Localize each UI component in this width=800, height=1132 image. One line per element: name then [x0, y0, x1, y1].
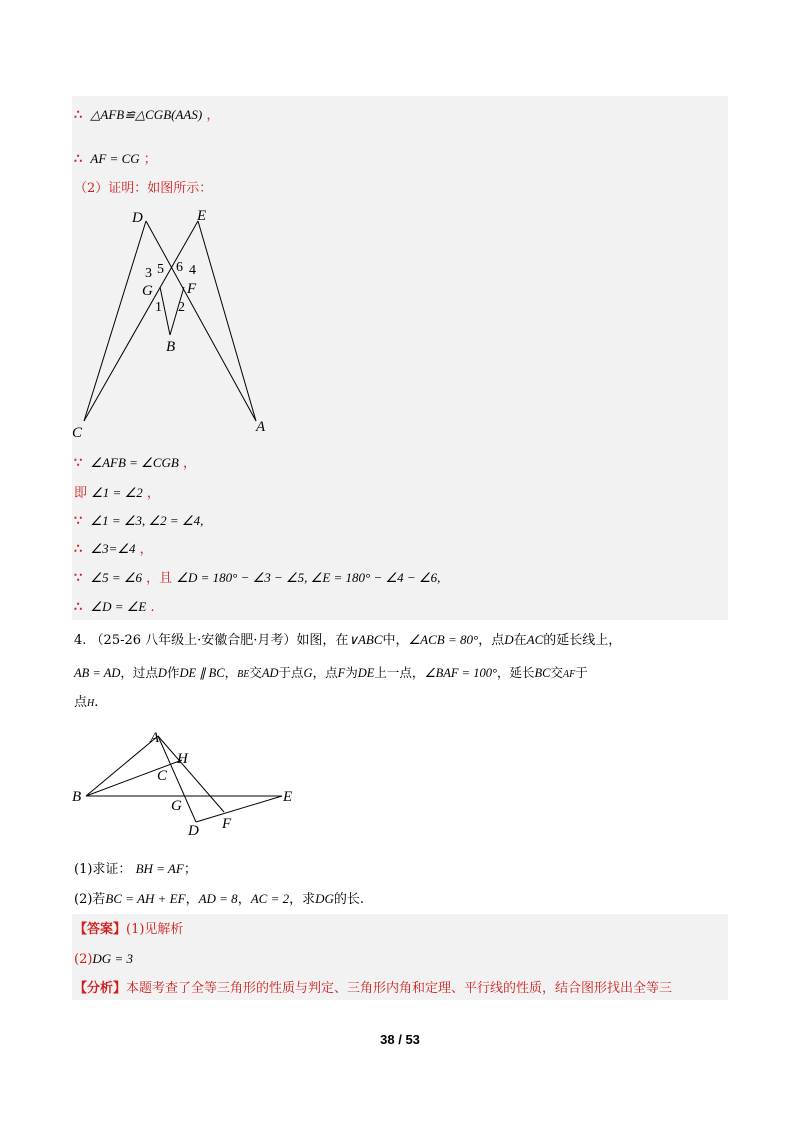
- congruence-statement: △AFB≌△CGB(AAS): [90, 107, 203, 122]
- angle-5: 5: [157, 262, 164, 277]
- problem4-line2: AB = AD，过点D作DE ∥ BC，BE交AD于点G，点F为DE上一点，∠BAF = 100°，延长BC交AF于: [74, 665, 588, 680]
- answer-line-1: 【答案】(1)见解析: [74, 922, 184, 937]
- label-c: C: [157, 768, 168, 784]
- angle-3: 3: [145, 266, 152, 281]
- label-e: E: [197, 208, 207, 224]
- problem4-line1: 4. （25-26 八年级上·安徽合肥·月考）如图，在∨ABC中，∠ACB = 80°，点D在AC的延长线上，: [74, 632, 622, 648]
- segment-da: [146, 221, 256, 421]
- label-b: B: [72, 789, 82, 805]
- proof-step-3: ∵ ∠1 = ∠3, ∠2 = ∠4,: [74, 513, 204, 529]
- segment-dc: [84, 221, 146, 421]
- problem4-figure: [70, 728, 310, 843]
- label-g: G: [142, 283, 153, 299]
- segment-ec: [84, 221, 198, 421]
- answer-line-2: (2)DG = 3: [74, 951, 133, 967]
- label-a: A: [150, 730, 160, 746]
- segment-ab: [86, 736, 158, 796]
- label-b: B: [166, 339, 176, 355]
- solution-line-congruence: ∴ △AFB≌△CGB(AAS) ，: [74, 107, 220, 123]
- proof-step-6: ∴ ∠D = ∠E .: [74, 599, 155, 615]
- segment-ea: [198, 221, 256, 421]
- label-d: D: [188, 823, 199, 839]
- label-f: F: [222, 816, 232, 832]
- segment-af: [158, 736, 224, 812]
- label-e: E: [283, 789, 293, 805]
- angle-4: 4: [189, 263, 196, 278]
- question-1: (1)求证： BH = AF；: [74, 861, 197, 877]
- proof-step-2: 即 ∠1 = ∠2 ，: [74, 485, 160, 501]
- label-g: G: [171, 798, 182, 814]
- proof-heading: （2）证明：如图所示：: [74, 181, 213, 196]
- question-2: (2)若BC = AH + EF，AD = 8，AC = 2，求DG的长.: [74, 891, 365, 907]
- solution-line-af-cg: ∴ AF = CG ；: [74, 151, 157, 167]
- angle-2: 2: [178, 300, 185, 315]
- angle-1: 1: [155, 300, 162, 315]
- angle-6: 6: [176, 260, 183, 275]
- proof-step-5: ∵ ∠5 = ∠6 ，且 ∠D = 180° − ∠3 − ∠5, ∠E = 180° − ∠4 − ∠6,: [74, 570, 441, 586]
- label-h: H: [177, 751, 188, 767]
- problem4-line3: 点H.: [74, 695, 99, 710]
- page-number: 38 / 53: [380, 1032, 420, 1047]
- segment-de: [196, 796, 282, 822]
- label-d: D: [132, 210, 143, 226]
- label-a: A: [256, 419, 266, 435]
- proof-step-4: ∴ ∠3=∠4 ，: [74, 541, 153, 557]
- proof-figure: [70, 205, 310, 445]
- proof-step-1: ∵ ∠AFB = ∠CGB ，: [74, 455, 196, 471]
- label-f: F: [187, 281, 197, 297]
- label-c: C: [72, 425, 83, 441]
- analysis-line: 【分析】本题考查了全等三角形的性质与判定、三角形内角和定理、平行线的性质，结合图形找出全等三: [74, 981, 673, 996]
- segment-bh: [86, 760, 182, 796]
